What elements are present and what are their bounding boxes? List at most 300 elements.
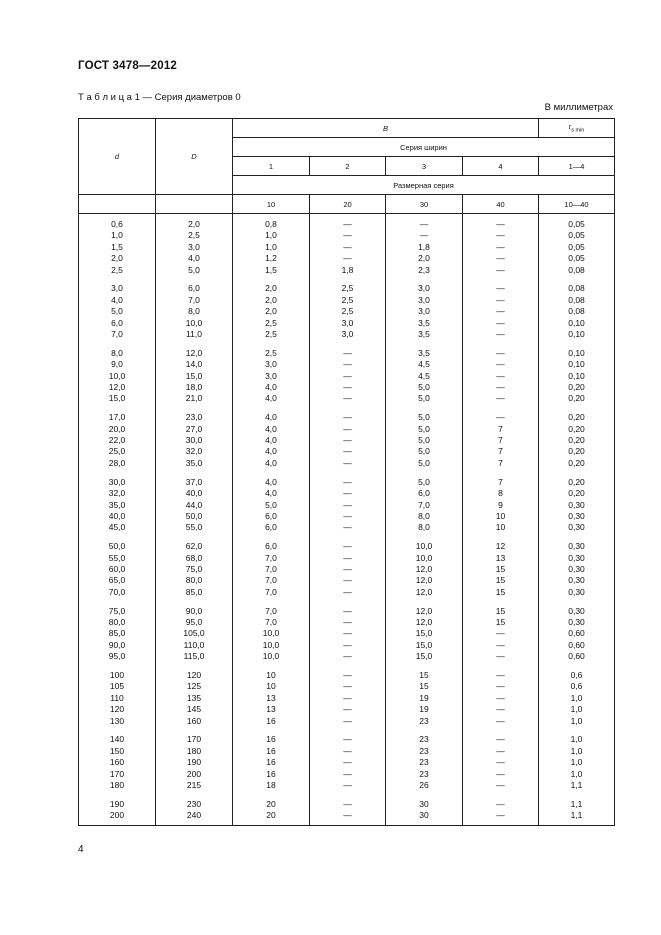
table-row [79, 693, 615, 704]
spacer-cell [463, 598, 539, 605]
cell-B4: — [463, 295, 539, 306]
cell-d: 75,0 [79, 606, 156, 617]
cell-B2: — [310, 500, 386, 511]
cell-d: 85,0 [79, 628, 156, 639]
cell-B1: 4,0 [233, 458, 310, 469]
spacer-cell [539, 276, 615, 283]
header-dim-series-5: 10—40 [539, 195, 615, 214]
cell-B4: 15 [463, 575, 539, 586]
table-row [79, 640, 615, 651]
cell-B4: — [463, 704, 539, 715]
spacer-cell [539, 534, 615, 541]
cell-D: 170 [156, 734, 233, 745]
table-row [79, 716, 615, 727]
cell-d: 25,0 [79, 446, 156, 457]
cell-B2: — [310, 382, 386, 393]
cell-B1: 3,0 [233, 359, 310, 370]
cell-B2: — [310, 757, 386, 768]
cell-D: 40,0 [156, 488, 233, 499]
spacer-cell [310, 663, 386, 670]
cell-D: 105,0 [156, 628, 233, 639]
cell-B2: — [310, 446, 386, 457]
header-dim-series-3: 30 [386, 195, 463, 214]
cell-B3: 10,0 [386, 553, 463, 564]
table-row [79, 348, 615, 359]
spacer-cell [79, 276, 156, 283]
cell-B2: — [310, 640, 386, 651]
cell-B3: 15,0 [386, 628, 463, 639]
cell-d: 80,0 [79, 617, 156, 628]
cell-B1: 10,0 [233, 651, 310, 662]
spacer-cell [463, 405, 539, 412]
cell-B1: 2,0 [233, 295, 310, 306]
table-row [79, 477, 615, 488]
cell-B3: 3,5 [386, 348, 463, 359]
table-row [79, 295, 615, 306]
cell-d: 170 [79, 769, 156, 780]
header-blank-d [79, 195, 156, 214]
cell-B2: 3,0 [310, 329, 386, 340]
group-spacer [79, 340, 615, 347]
table-row [79, 541, 615, 552]
table-row [79, 587, 615, 598]
group-spacer [79, 791, 615, 798]
spacer-cell [233, 405, 310, 412]
cell-D: 75,0 [156, 564, 233, 575]
cell-d: 3,0 [79, 283, 156, 294]
cell-B1: 6,0 [233, 541, 310, 552]
spacer-cell [233, 663, 310, 670]
spacer-cell [463, 276, 539, 283]
cell-B1: 13 [233, 704, 310, 715]
spacer-cell [79, 663, 156, 670]
spacer-cell [79, 727, 156, 734]
cell-B3: 30 [386, 810, 463, 825]
cell-B4: — [463, 746, 539, 757]
cell-r: 0,08 [539, 295, 615, 306]
cell-B2: — [310, 253, 386, 264]
cell-B4: 12 [463, 541, 539, 552]
cell-D: 10,0 [156, 318, 233, 329]
cell-r: 0,30 [539, 564, 615, 575]
cell-d: 130 [79, 716, 156, 727]
cell-d: 0,6 [79, 214, 156, 231]
cell-B3: 5,0 [386, 393, 463, 404]
cell-B3: 5,0 [386, 382, 463, 393]
cell-B2: — [310, 734, 386, 745]
header-width-series-2: 2 [310, 157, 386, 176]
cell-D: 8,0 [156, 306, 233, 317]
header-r-s-min [539, 119, 615, 138]
cell-D: 6,0 [156, 283, 233, 294]
cell-r: 0,05 [539, 253, 615, 264]
cell-r: 0,08 [539, 265, 615, 276]
cell-D: 32,0 [156, 446, 233, 457]
header-width-series-label: Серия ширин [233, 138, 615, 157]
cell-B2: — [310, 412, 386, 423]
cell-B3: 12,0 [386, 617, 463, 628]
cell-B4: — [463, 329, 539, 340]
cell-B3: 4,5 [386, 359, 463, 370]
cell-B2: — [310, 746, 386, 757]
cell-d: 55,0 [79, 553, 156, 564]
cell-D: 160 [156, 716, 233, 727]
cell-r: 1,0 [539, 769, 615, 780]
group-spacer [79, 469, 615, 476]
cell-B2: 3,0 [310, 318, 386, 329]
cell-B1: 13 [233, 693, 310, 704]
cell-D: 230 [156, 799, 233, 810]
cell-B1: 5,0 [233, 500, 310, 511]
cell-d: 1,0 [79, 230, 156, 241]
cell-B3: 4,5 [386, 371, 463, 382]
table-body [79, 214, 615, 826]
cell-B2: — [310, 681, 386, 692]
header-dim-series-1: 10 [233, 195, 310, 214]
cell-B3: 23 [386, 757, 463, 768]
cell-r: 0,30 [539, 541, 615, 552]
cell-B4: 15 [463, 606, 539, 617]
cell-B2: — [310, 617, 386, 628]
table-row [79, 393, 615, 404]
cell-B3: 10,0 [386, 541, 463, 552]
cell-B1: 20 [233, 810, 310, 825]
cell-r: 0,20 [539, 477, 615, 488]
cell-r: 0,20 [539, 393, 615, 404]
cell-B3: 3,5 [386, 318, 463, 329]
cell-B2: 2,5 [310, 306, 386, 317]
cell-r: 1,1 [539, 780, 615, 791]
cell-r: 0,6 [539, 681, 615, 692]
cell-B2: — [310, 488, 386, 499]
cell-d: 160 [79, 757, 156, 768]
cell-r: 1,0 [539, 757, 615, 768]
table-row [79, 606, 615, 617]
cell-d: 5,0 [79, 306, 156, 317]
spacer-cell [156, 663, 233, 670]
cell-B4: — [463, 780, 539, 791]
header-width-series-4: 4 [463, 157, 539, 176]
spacer-cell [310, 791, 386, 798]
cell-B1: 4,0 [233, 477, 310, 488]
header-width-series-5: 1—4 [539, 157, 615, 176]
cell-B2: — [310, 769, 386, 780]
cell-B1: 4,0 [233, 435, 310, 446]
header-width-series-3: 3 [386, 157, 463, 176]
cell-B1: 2,5 [233, 318, 310, 329]
cell-B3: 5,0 [386, 458, 463, 469]
table-row [79, 628, 615, 639]
cell-r: 0,20 [539, 424, 615, 435]
spacer-cell [79, 534, 156, 541]
cell-B2: — [310, 628, 386, 639]
cell-r: 0,30 [539, 500, 615, 511]
cell-D: 2,5 [156, 230, 233, 241]
spacer-cell [233, 276, 310, 283]
spacer-cell [310, 340, 386, 347]
cell-d: 90,0 [79, 640, 156, 651]
cell-d: 45,0 [79, 522, 156, 533]
cell-B2: — [310, 693, 386, 704]
group-spacer [79, 276, 615, 283]
diameter-series-table [78, 118, 615, 826]
cell-d: 6,0 [79, 318, 156, 329]
cell-D: 125 [156, 681, 233, 692]
cell-B3: 15,0 [386, 640, 463, 651]
cell-B2: 1,8 [310, 265, 386, 276]
cell-r: 0,30 [539, 587, 615, 598]
cell-d: 50,0 [79, 541, 156, 552]
cell-B1: 16 [233, 716, 310, 727]
cell-B4: — [463, 348, 539, 359]
spacer-cell [156, 598, 233, 605]
cell-r: 0,60 [539, 640, 615, 651]
cell-d: 1,5 [79, 242, 156, 253]
cell-r: 1,0 [539, 734, 615, 745]
cell-D: 68,0 [156, 553, 233, 564]
cell-r: 1,1 [539, 810, 615, 825]
cell-B1: 4,0 [233, 412, 310, 423]
cell-D: 80,0 [156, 575, 233, 586]
cell-D: 44,0 [156, 500, 233, 511]
spacer-cell [233, 791, 310, 798]
header-r-sub: s min [571, 127, 585, 134]
cell-B3: 5,0 [386, 477, 463, 488]
spacer-cell [463, 791, 539, 798]
cell-B4: — [463, 253, 539, 264]
cell-B4: 15 [463, 564, 539, 575]
cell-B2: — [310, 458, 386, 469]
cell-B2: — [310, 780, 386, 791]
cell-B1: 7,0 [233, 575, 310, 586]
cell-B3: 5,0 [386, 446, 463, 457]
table-row [79, 283, 615, 294]
spacer-cell [386, 791, 463, 798]
cell-B4: — [463, 283, 539, 294]
cell-r: 0,10 [539, 348, 615, 359]
cell-B2: — [310, 230, 386, 241]
spacer-cell [233, 534, 310, 541]
table-row [79, 382, 615, 393]
table-row [79, 306, 615, 317]
cell-B4: — [463, 640, 539, 651]
cell-d: 4,0 [79, 295, 156, 306]
table-row [79, 242, 615, 253]
spacer-cell [79, 598, 156, 605]
header-r-main: r [568, 122, 572, 132]
cell-r: 0,60 [539, 628, 615, 639]
cell-D: 12,0 [156, 348, 233, 359]
cell-B4: — [463, 306, 539, 317]
cell-B3: 5,0 [386, 412, 463, 423]
cell-B2: — [310, 651, 386, 662]
table-row [79, 371, 615, 382]
cell-D: 30,0 [156, 435, 233, 446]
spacer-cell [310, 534, 386, 541]
spacer-cell [156, 276, 233, 283]
cell-D: 14,0 [156, 359, 233, 370]
cell-B2: — [310, 810, 386, 825]
cell-B1: 0,8 [233, 214, 310, 231]
cell-B1: 3,0 [233, 371, 310, 382]
table-row [79, 564, 615, 575]
spacer-cell [310, 276, 386, 283]
cell-B1: 7,0 [233, 564, 310, 575]
cell-B4: — [463, 393, 539, 404]
cell-r: 0,20 [539, 382, 615, 393]
cell-r: 0,08 [539, 306, 615, 317]
cell-B2: — [310, 359, 386, 370]
cell-B1: 6,0 [233, 522, 310, 533]
cell-B2: — [310, 606, 386, 617]
cell-r: 1,0 [539, 704, 615, 715]
cell-D: 7,0 [156, 295, 233, 306]
spacer-cell [79, 791, 156, 798]
cell-D: 50,0 [156, 511, 233, 522]
cell-B4: 15 [463, 587, 539, 598]
cell-r: 0,10 [539, 359, 615, 370]
cell-d: 12,0 [79, 382, 156, 393]
cell-D: 62,0 [156, 541, 233, 552]
table-row [79, 253, 615, 264]
spacer-cell [539, 469, 615, 476]
cell-D: 90,0 [156, 606, 233, 617]
cell-B3: 8,0 [386, 511, 463, 522]
cell-B1: 4,0 [233, 382, 310, 393]
spacer-cell [386, 663, 463, 670]
spacer-cell [156, 791, 233, 798]
cell-B4: 7 [463, 424, 539, 435]
table-row [79, 780, 615, 791]
cell-B1: 20 [233, 799, 310, 810]
cell-B2: — [310, 348, 386, 359]
cell-B4: 9 [463, 500, 539, 511]
cell-B2: — [310, 393, 386, 404]
cell-B2: — [310, 704, 386, 715]
cell-B4: — [463, 359, 539, 370]
table-header [79, 119, 615, 214]
cell-B4: 10 [463, 511, 539, 522]
cell-B3: 3,5 [386, 329, 463, 340]
group-spacer [79, 598, 615, 605]
cell-D: 3,0 [156, 242, 233, 253]
cell-r: 1,0 [539, 746, 615, 757]
table-row [79, 230, 615, 241]
header-dim-series-4: 40 [463, 195, 539, 214]
table-row [79, 681, 615, 692]
header-d: d [79, 119, 156, 195]
cell-B3: — [386, 214, 463, 231]
table-row [79, 318, 615, 329]
cell-r: 0,30 [539, 553, 615, 564]
cell-d: 105 [79, 681, 156, 692]
cell-D: 5,0 [156, 265, 233, 276]
cell-B1: 7,0 [233, 606, 310, 617]
cell-D: 55,0 [156, 522, 233, 533]
cell-B4: — [463, 693, 539, 704]
table-row [79, 458, 615, 469]
cell-B2: 2,5 [310, 295, 386, 306]
table-row [79, 522, 615, 533]
cell-r: 0,20 [539, 458, 615, 469]
cell-B3: 19 [386, 693, 463, 704]
cell-r: 0,05 [539, 230, 615, 241]
cell-D: 18,0 [156, 382, 233, 393]
table-row [79, 488, 615, 499]
cell-d: 180 [79, 780, 156, 791]
spacer-cell [539, 791, 615, 798]
cell-B2: — [310, 214, 386, 231]
cell-B4: — [463, 382, 539, 393]
cell-d: 2,0 [79, 253, 156, 264]
cell-B2: — [310, 564, 386, 575]
cell-B3: 23 [386, 746, 463, 757]
cell-B4: — [463, 265, 539, 276]
cell-r: 0,20 [539, 446, 615, 457]
cell-B1: 4,0 [233, 424, 310, 435]
cell-B4: — [463, 799, 539, 810]
cell-B3: 30 [386, 799, 463, 810]
cell-r: 0,60 [539, 651, 615, 662]
cell-d: 17,0 [79, 412, 156, 423]
cell-B1: 2,0 [233, 306, 310, 317]
table-row [79, 769, 615, 780]
cell-B1: 1,0 [233, 242, 310, 253]
cell-D: 115,0 [156, 651, 233, 662]
spacer-cell [386, 469, 463, 476]
table-row [79, 424, 615, 435]
cell-r: 0,10 [539, 371, 615, 382]
spacer-cell [539, 598, 615, 605]
cell-B4: 8 [463, 488, 539, 499]
cell-D: 4,0 [156, 253, 233, 264]
cell-B1: 7,0 [233, 553, 310, 564]
cell-B4: — [463, 651, 539, 662]
cell-d: 2,5 [79, 265, 156, 276]
spacer-cell [386, 534, 463, 541]
cell-d: 100 [79, 670, 156, 681]
cell-B3: 1,8 [386, 242, 463, 253]
cell-D: 11,0 [156, 329, 233, 340]
table-row [79, 412, 615, 423]
spacer-cell [310, 727, 386, 734]
cell-B3: 5,0 [386, 435, 463, 446]
cell-B4: — [463, 681, 539, 692]
table-row [79, 214, 615, 231]
cell-B4: — [463, 242, 539, 253]
spacer-cell [463, 727, 539, 734]
group-spacer [79, 534, 615, 541]
spacer-cell [310, 469, 386, 476]
cell-B3: 23 [386, 734, 463, 745]
cell-B3: 2,3 [386, 265, 463, 276]
cell-B4: — [463, 810, 539, 825]
cell-B4: 7 [463, 435, 539, 446]
cell-d: 110 [79, 693, 156, 704]
cell-d: 200 [79, 810, 156, 825]
cell-B2: — [310, 716, 386, 727]
cell-B1: 7,0 [233, 587, 310, 598]
table-row [79, 511, 615, 522]
table-row [79, 435, 615, 446]
header-dim-series-2: 20 [310, 195, 386, 214]
table-row [79, 746, 615, 757]
table-row [79, 575, 615, 586]
cell-D: 37,0 [156, 477, 233, 488]
cell-D: 145 [156, 704, 233, 715]
cell-d: 30,0 [79, 477, 156, 488]
group-spacer [79, 727, 615, 734]
